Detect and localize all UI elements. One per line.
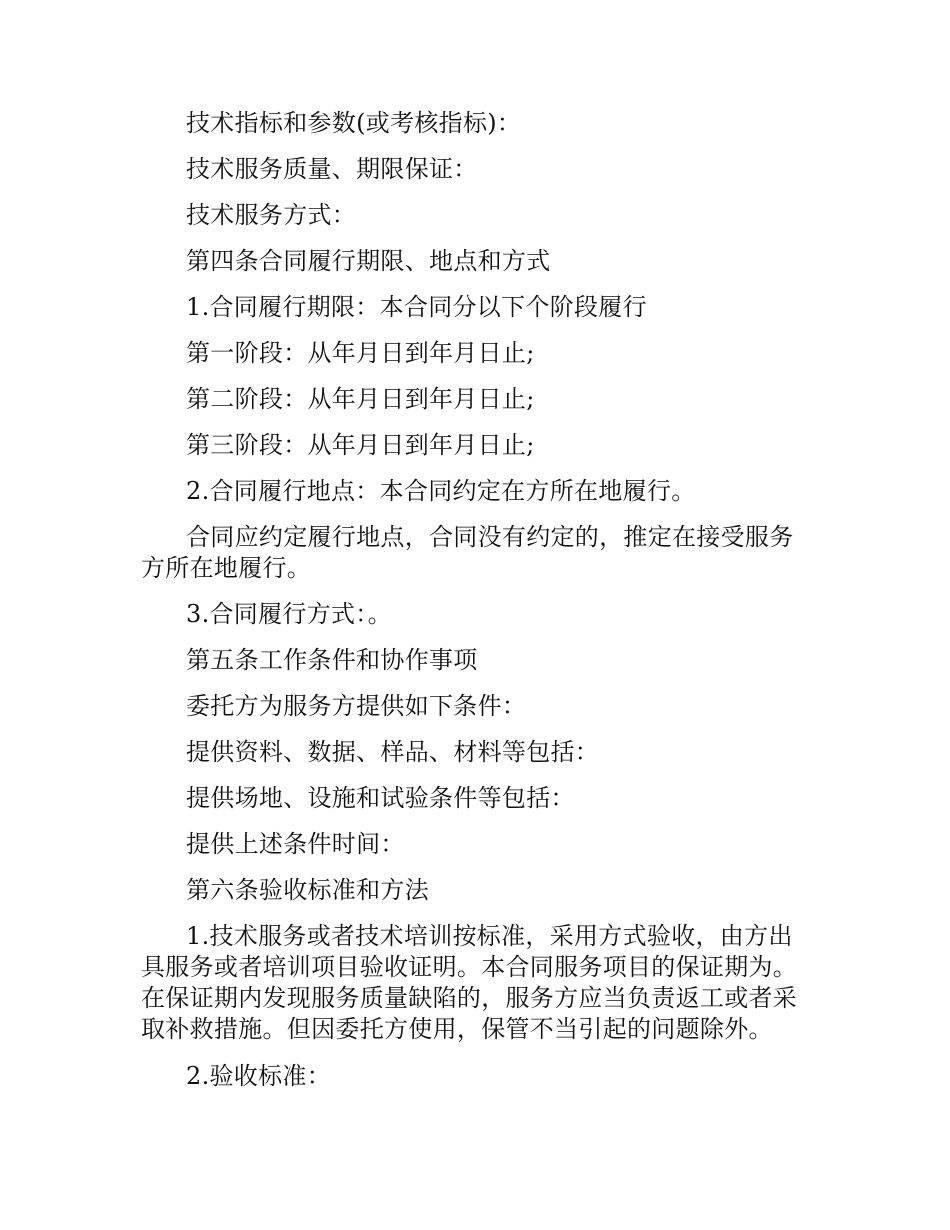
paragraph-location-note: 合同应约定履行地点，合同没有约定的，推定在接受服务方所在地履行。 [141,523,794,582]
paragraph-performance-period: 1.合同履行期限：本合同分以下个阶段履行 [186,293,647,321]
heading-article-5: 第五条工作条件和协作事项 [186,646,478,674]
paragraph-client-provides: 委托方为服务方提供如下条件： [186,692,527,720]
paragraph-stage-3: 第三阶段：从年月日到年月日止; [186,431,535,459]
paragraph-acceptance-standard: 2.验收标准： [186,1062,331,1090]
paragraph-stage-2: 第二阶段：从年月日到年月日止; [186,385,535,413]
paragraph-tech-indicators: 技术指标和参数(或考核指标)： [186,109,522,137]
heading-article-4: 第四条合同履行期限、地点和方式 [186,247,551,275]
paragraph-performance-manner: 3.合同履行方式：。 [186,600,392,628]
paragraph-provide-time: 提供上述条件时间： [186,830,405,858]
document-body [141,108,813,1092]
paragraph-provide-facilities: 提供场地、设施和试验条件等包括： [186,784,575,812]
paragraph-service-method: 技术服务方式： [186,201,357,229]
paragraph-provide-materials: 提供资料、数据、样品、材料等包括： [186,738,600,766]
heading-article-6: 第六条验收标准和方法 [186,876,429,904]
paragraph-stage-1: 第一阶段：从年月日到年月日止; [186,339,535,367]
paragraph-service-quality: 技术服务质量、期限保证： [186,155,478,183]
paragraph-acceptance-method: 1.技术服务或者技术培训按标准，采用方式验收，由方出具服务或者培训项目验收证明。本合同服务项目的保证期为。在保证期内发现服务质量缺陷的，服务方应当负责返工或者采取补救措施。但因委托方使用，保管不当引起的问题除外。 [141,922,798,1043]
paragraph-performance-location: 2.合同履行地点：本合同约定在方所在地履行。 [186,477,696,505]
